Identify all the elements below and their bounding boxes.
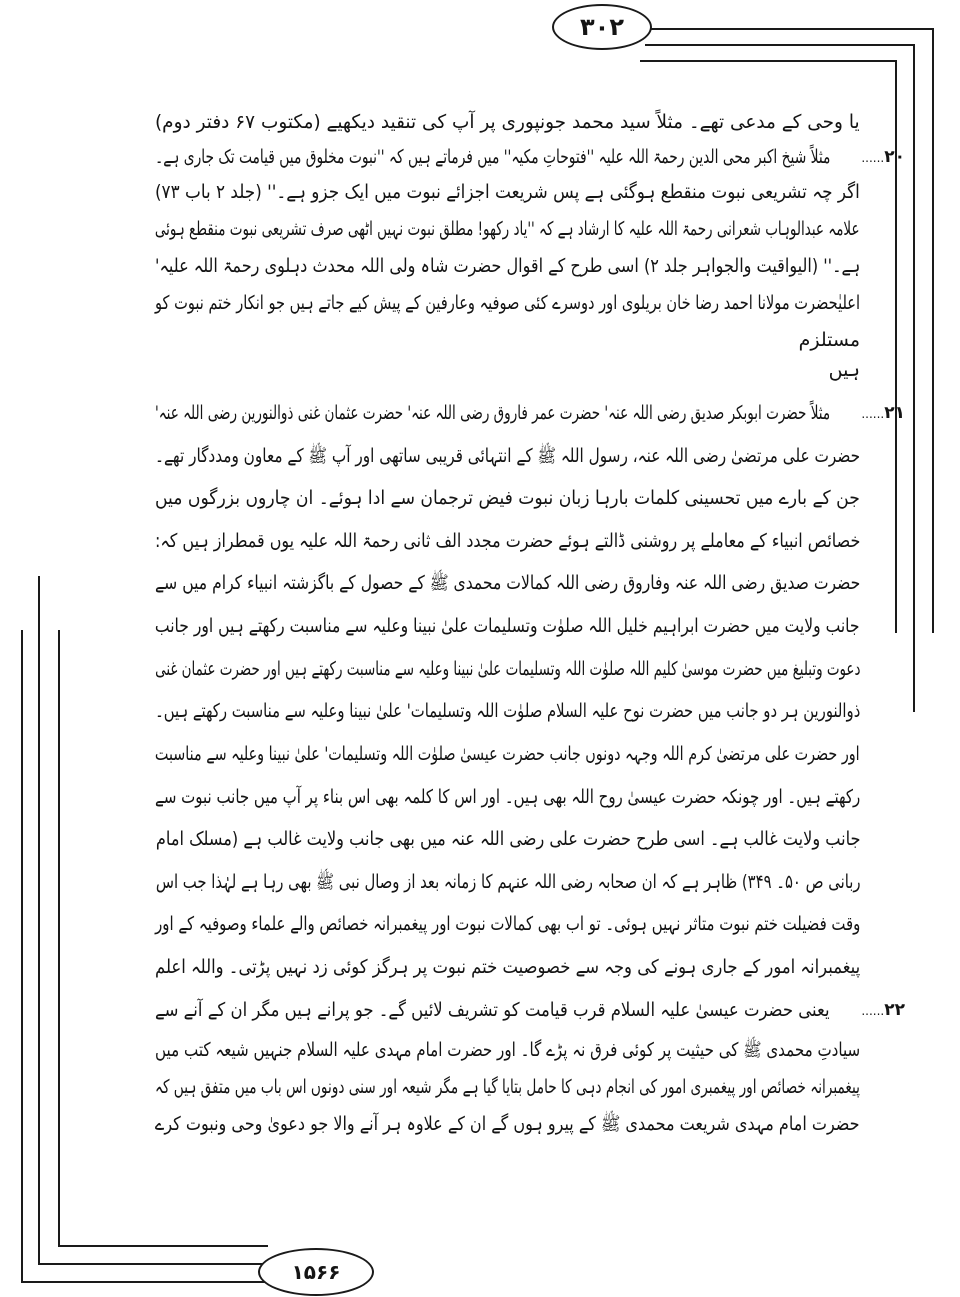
text-line	[155, 213, 860, 245]
note-number: ۲۲	[884, 1000, 905, 1020]
text-line-content: وقت فضیلت ختم نبوت متاثر نہیں ہوئی۔ تو اب بھی کمالات نبوت اور پیغمبرانہ خصائص والے علماء وصوفیہ کے اور	[154, 913, 860, 935]
frame-top-middle	[645, 44, 915, 46]
text-line	[155, 440, 860, 472]
text-line-content: جانب ولایت غالب ہے۔ اسی طرح حضرت علی رضی اللہ عنہ میں بھی جانب ولایت غالب ہے (مسلک امام	[155, 828, 860, 850]
text-line	[155, 951, 860, 983]
text-line-content: مثلاً حضرت ابوبکر صدیق رضی اللہ عنہ' حضرت عمر فاروق رضی اللہ عنہ' حضرت عثمان غنی ذوالنورین رضی اللہ عنہ'	[154, 402, 830, 424]
text-line-content: یا وحی کے مدعی تھے۔ مثلاً سید محمد جونپوری پر آپ کی تنقید دیکھیے (مکتوب ۶۷ دفتر دوم)	[155, 111, 861, 133]
text-line	[155, 324, 860, 356]
note-dots: ......	[861, 1004, 885, 1018]
note-number: ۲۱	[884, 403, 905, 423]
text-line	[155, 781, 860, 813]
header-page-number	[552, 4, 652, 50]
text-line	[155, 738, 860, 770]
text-line-content: حضرت علی مرتضیٰ رضی اللہ عنہ، رسول اللہ ﷺ کے انتہائی قریبی ساتھی اور آپ ﷺ کے معاون ومددگار تھے۔	[154, 445, 860, 467]
text-line	[155, 1071, 860, 1103]
text-line	[155, 354, 860, 386]
note-dots: ......	[861, 151, 885, 165]
text-line-content: حضرت امام مہدی شریعت محمدی ﷺ کے پیرو ہوں گے ان کے علاوہ ہر آنے والا جو دعویٰ وحی ونبوت کرے	[155, 1113, 860, 1135]
text-line-content: پیغمبرانہ خصائص اور پیغمبری امور کی انجام دہی کا حامل بتایا گیا ہے مگر شیعہ اور سنی دونوں اس باب میں متفق ہیں کہ	[155, 1076, 860, 1098]
text-line	[155, 866, 860, 898]
frame-top-outer	[640, 28, 934, 30]
text-line-content: سیادتِ محمدی ﷺ کی حیثیت پر کوئی فرق نہ پڑے گا۔ اور حضرت امام مہدی علیہ السلام جنہیں شیعہ کتب میں	[154, 1039, 860, 1061]
footer-page-number-text: ۱۵۶۶	[291, 1260, 341, 1284]
frame-right-outer	[932, 28, 934, 633]
text-line	[155, 250, 860, 282]
text-line	[155, 908, 860, 940]
note-dots: ......	[861, 407, 885, 421]
text-line	[155, 106, 860, 138]
text-line-content: حضرت صدیق رضی اللہ عنہ وفاروق رضی اللہ کمالات محمدی ﷺ کے حصول کے باگزشتہ انبیاء کرام میں سے	[154, 572, 860, 594]
text-line	[155, 141, 830, 173]
text-line	[155, 482, 860, 514]
text-line-content: اور حضرت علی مرتضیٰ کرم اللہ وجہہ دونوں جانب حضرت عیسیٰ صلوٰت اللہ وتسلیمات' علیٰ نبینا وعلیہ سے مناسبت	[155, 743, 860, 765]
text-line-content: اگر چہ تشریعی نبوت منقطع ہوگئی ہے پس شریعت اجزائے نبوت میں ایک جزو ہے۔'' (جلد ۲ باب ۷۳)	[155, 181, 860, 203]
text-line	[155, 1034, 860, 1066]
frame-left-outer	[21, 630, 23, 1283]
frame-right-middle	[913, 44, 915, 712]
text-line	[155, 567, 860, 599]
text-line	[155, 610, 860, 642]
note-label-22	[835, 994, 905, 1026]
text-line-content: جانب ولایت میں حضرت ابراہیم خلیل اللہ صلوٰت وتسلیمات علیٰ نبینا وعلیہ سے مناسبت رکھتے ہیں اور جانب	[155, 615, 860, 637]
text-line	[155, 176, 860, 208]
frame-bottom-outer	[21, 1281, 266, 1283]
text-line-content: مثلاً شیخ اکبر محی الدین رحمۃ اللہ علیہ ''فتوحاتِ مکیہ'' میں فرماتے ہیں کہ ''نبوت مخلوق میں قیامت تک جاری ہے۔	[154, 146, 830, 168]
note-number: ۲۰	[884, 147, 905, 167]
text-line-content: ذوالنورین ہر دو جانب میں حضرت نوح علیہ السلام صلوٰت اللہ وتسلیمات' علیٰ نبینا وعلیہ سے مناسبت رکھتے ہیں۔	[154, 700, 860, 722]
header-page-number-text: ۳۰۲	[580, 13, 624, 41]
text-line	[155, 823, 860, 855]
text-line-content: جن کے بارے میں تحسینی کلمات بارہا زبان نبوت فیض ترجمان سے ادا ہوئے۔ ان چاروں بزرگوں میں	[155, 487, 860, 509]
text-line-content: ہیں	[828, 359, 860, 381]
text-line-content: دعوت وتبلیغ میں حضرت موسیٰ کلیم اللہ صلوٰت اللہ وتسلیمات علیٰ نبینا وعلیہ سے مناسبت رکھتے ہیں اور حضرت عثمان غنی	[154, 658, 860, 680]
frame-bottom-inner	[58, 1245, 268, 1247]
text-line-content: ربانی ص ۵۰۔ ۳۴۹) ظاہر ہے کہ ان صحابہ رضی اللہ عنہم کا زمانہ بعد از وصال نبی ﷺ بھی رہا ہے لہٰذا جب اس	[155, 871, 860, 893]
text-line	[155, 653, 860, 685]
text-line-content: خصائص انبیاء کے معاملے پر روشنی ڈالتے ہوئے حضرت مجدد الف ثانی رحمۃ اللہ علیہ یوں قمطراز ہیں کہ:	[154, 530, 860, 552]
text-line-content: ہے۔'' (الیواقیت والجواہر جلد ۲) اسی طرح کے اقوال حضرت شاہ ولی اللہ محدث دہلوی رحمۃ اللہ علیہ'	[154, 255, 860, 277]
text-line	[155, 994, 830, 1026]
text-line-content: رکھتے ہیں۔ اور چونکہ حضرت عیسیٰ روح اللہ بھی ہیں۔ اور اس کا کلمہ بھی اس بناء پر آپ میں جانب نبوت سے	[154, 786, 860, 808]
note-label-21	[835, 397, 905, 429]
text-line-content: یعنی حضرت عیسیٰ علیہ السلام قرب قیامت کو تشریف لائیں گے۔ جو پرانے ہیں مگر ان کے آنے سے	[155, 999, 830, 1021]
text-line-content: علامہ عبدالوہاب شعرانی رحمۃ اللہ علیہ کا ارشاد ہے کہ ''یاد رکھو! مطلق نبوت نہیں اٹھی صرف تشریعی نبوت منقطع ہوئی	[155, 218, 860, 240]
text-line	[155, 695, 860, 727]
text-line-content: مستلزم	[798, 329, 860, 351]
text-line	[155, 525, 860, 557]
frame-top-inner	[640, 60, 897, 62]
footer-page-number	[258, 1248, 374, 1296]
text-line	[155, 287, 860, 319]
note-label-20	[835, 141, 905, 173]
text-line-content: اعلیٰحضرت مولانا احمد رضا خان بریلوی اور دوسرے کئی صوفیہ وعارفین کے پیش کیے جاتے ہیں جو انکار ختم نبوت کو	[154, 292, 860, 314]
frame-bottom-middle	[38, 1263, 263, 1265]
text-line	[155, 1108, 860, 1140]
text-line-content: پیغمبرانہ امور کے جاری ہونے کی وجہ سے خصوصیت ختم نبوت پر ہرگز کوئی زد نہیں پڑتی۔ واللہ اعلم	[154, 956, 860, 978]
text-line	[155, 397, 830, 429]
